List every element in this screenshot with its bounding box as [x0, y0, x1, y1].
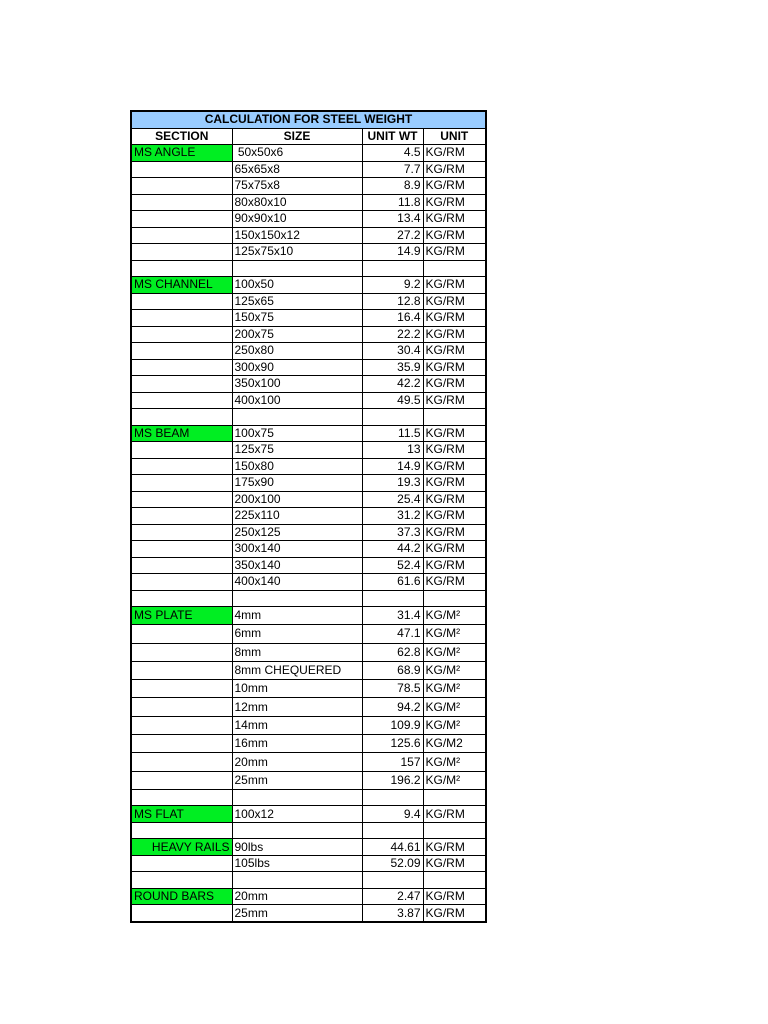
section-cell-empty: [131, 716, 232, 734]
empty-cell: [362, 789, 423, 806]
table-row: [131, 716, 486, 734]
unit-cell: KG/RM: [423, 855, 486, 872]
unit-cell: KG/RM: [423, 475, 486, 492]
table-row: [131, 475, 486, 492]
unit-wt-cell: 68.9: [362, 661, 423, 679]
size-cell: 125x75: [232, 442, 362, 459]
empty-cell: [232, 260, 362, 277]
table-row: [131, 643, 486, 661]
unit-wt-cell: 19.3: [362, 475, 423, 492]
size-cell: 75x75x8: [232, 178, 362, 195]
unit-wt-cell: 31.4: [362, 607, 423, 625]
empty-cell: [131, 590, 232, 607]
unit-wt-cell: 125.6: [362, 735, 423, 753]
table-row: [131, 557, 486, 574]
unit-wt-cell: 35.9: [362, 359, 423, 376]
empty-cell: [232, 872, 362, 889]
header-row: [131, 128, 486, 145]
unit-cell: KG/M²: [423, 716, 486, 734]
empty-cell: [131, 789, 232, 806]
unit-cell: KG/M2: [423, 735, 486, 753]
table-row: [131, 541, 486, 558]
size-cell: 200x75: [232, 326, 362, 343]
section-cell-empty: [131, 625, 232, 643]
unit-wt-cell: 49.5: [362, 392, 423, 409]
empty-cell: [423, 789, 486, 806]
size-cell: 175x90: [232, 475, 362, 492]
section-cell-empty: [131, 643, 232, 661]
unit-cell: KG/RM: [423, 574, 486, 591]
size-cell: 8mm: [232, 643, 362, 661]
table-row: [131, 839, 486, 856]
table-row: [131, 392, 486, 409]
unit-cell: KG/RM: [423, 839, 486, 856]
table-title: CALCULATION FOR STEEL WEIGHT: [131, 111, 486, 128]
table-row: [131, 442, 486, 459]
unit-wt-cell: 44.2: [362, 541, 423, 558]
unit-wt-cell: 13: [362, 442, 423, 459]
unit-cell: KG/RM: [423, 442, 486, 459]
unit-cell: KG/RM: [423, 145, 486, 162]
section-cell-empty: [131, 574, 232, 591]
empty-cell: [131, 822, 232, 839]
empty-cell: [423, 260, 486, 277]
table-row: [131, 661, 486, 679]
unit-cell: KG/RM: [423, 326, 486, 343]
unit-cell: KG/RM: [423, 211, 486, 228]
table-row: [131, 161, 486, 178]
table-row: [131, 376, 486, 393]
size-cell: 65x65x8: [232, 161, 362, 178]
unit-cell: KG/RM: [423, 277, 486, 294]
table-row: [131, 508, 486, 525]
blank-row: [131, 590, 486, 607]
size-cell: 250x125: [232, 524, 362, 541]
unit-wt-cell: 42.2: [362, 376, 423, 393]
size-cell: 125x65: [232, 293, 362, 310]
empty-cell: [423, 590, 486, 607]
unit-wt-cell: 11.8: [362, 194, 423, 211]
size-cell: 300x90: [232, 359, 362, 376]
size-cell: 225x110: [232, 508, 362, 525]
size-cell: 105lbs: [232, 855, 362, 872]
unit-wt-cell: 3.87: [362, 905, 423, 922]
size-cell: 6mm: [232, 625, 362, 643]
unit-cell: KG/RM: [423, 194, 486, 211]
section-cell-empty: [131, 735, 232, 753]
section-cell-empty: [131, 491, 232, 508]
size-cell: 90lbs: [232, 839, 362, 856]
empty-cell: [232, 590, 362, 607]
empty-cell: [362, 872, 423, 889]
unit-wt-cell: 31.2: [362, 508, 423, 525]
table-row: [131, 194, 486, 211]
section-cell-empty: [131, 905, 232, 922]
table-row: [131, 359, 486, 376]
size-cell: 12mm: [232, 698, 362, 716]
table-row: [131, 293, 486, 310]
unit-cell: KG/RM: [423, 425, 486, 442]
unit-cell: KG/RM: [423, 392, 486, 409]
unit-cell: KG/RM: [423, 888, 486, 905]
size-cell: 350x140: [232, 557, 362, 574]
size-cell: 150x80: [232, 458, 362, 475]
section-cell-empty: [131, 855, 232, 872]
table-row: [131, 680, 486, 698]
section-label: MS ANGLE: [131, 145, 232, 162]
size-cell: 80x80x10: [232, 194, 362, 211]
unit-cell: KG/M²: [423, 753, 486, 771]
section-cell-empty: [131, 771, 232, 789]
blank-row: [131, 409, 486, 426]
blank-row: [131, 789, 486, 806]
unit-wt-cell: 8.9: [362, 178, 423, 195]
section-cell-empty: [131, 475, 232, 492]
blank-row: [131, 872, 486, 889]
table-row: [131, 888, 486, 905]
unit-cell: KG/RM: [423, 178, 486, 195]
size-cell: 150x150x12: [232, 227, 362, 244]
unit-wt-cell: 47.1: [362, 625, 423, 643]
unit-wt-cell: 13.4: [362, 211, 423, 228]
unit-cell: KG/RM: [423, 508, 486, 525]
size-cell: 20mm: [232, 753, 362, 771]
unit-cell: KG/RM: [423, 310, 486, 327]
section-cell-empty: [131, 376, 232, 393]
table-row: [131, 607, 486, 625]
section-cell-empty: [131, 442, 232, 459]
table-row: [131, 326, 486, 343]
unit-wt-cell: 157: [362, 753, 423, 771]
table-row: [131, 425, 486, 442]
size-cell: 10mm: [232, 680, 362, 698]
unit-cell: KG/RM: [423, 557, 486, 574]
empty-cell: [131, 260, 232, 277]
empty-cell: [362, 260, 423, 277]
section-cell-empty: [131, 211, 232, 228]
unit-cell: KG/M²: [423, 661, 486, 679]
unit-cell: KG/RM: [423, 293, 486, 310]
size-cell: 90x90x10: [232, 211, 362, 228]
table-row: [131, 178, 486, 195]
section-cell-empty: [131, 508, 232, 525]
table-row: [131, 905, 486, 922]
section-label: HEAVY RAILS: [131, 839, 232, 856]
unit-cell: KG/RM: [423, 376, 486, 393]
table-row: [131, 625, 486, 643]
unit-cell: KG/RM: [423, 244, 486, 261]
unit-wt-cell: 109.9: [362, 716, 423, 734]
section-cell-empty: [131, 227, 232, 244]
unit-wt-cell: 30.4: [362, 343, 423, 360]
table-row: [131, 277, 486, 294]
unit-wt-cell: 94.2: [362, 698, 423, 716]
table-body: [131, 145, 486, 922]
unit-wt-cell: 25.4: [362, 491, 423, 508]
section-cell-empty: [131, 194, 232, 211]
unit-cell: KG/RM: [423, 905, 486, 922]
section-cell-empty: [131, 392, 232, 409]
table-row: [131, 753, 486, 771]
header-unit-wt: UNIT WT: [362, 128, 423, 145]
table-row: [131, 491, 486, 508]
table-row: [131, 145, 486, 162]
empty-cell: [423, 822, 486, 839]
table-row: [131, 244, 486, 261]
size-cell: 16mm: [232, 735, 362, 753]
section-cell-empty: [131, 161, 232, 178]
unit-wt-cell: 78.5: [362, 680, 423, 698]
size-cell: 14mm: [232, 716, 362, 734]
section-cell-empty: [131, 343, 232, 360]
empty-cell: [423, 409, 486, 426]
unit-wt-cell: 61.6: [362, 574, 423, 591]
section-cell-empty: [131, 359, 232, 376]
size-cell: 25mm: [232, 905, 362, 922]
unit-cell: KG/M²: [423, 698, 486, 716]
table-row: [131, 855, 486, 872]
section-cell-empty: [131, 541, 232, 558]
section-cell-empty: [131, 326, 232, 343]
unit-wt-cell: 14.9: [362, 244, 423, 261]
empty-cell: [232, 822, 362, 839]
table-row: [131, 310, 486, 327]
unit-wt-cell: 2.47: [362, 888, 423, 905]
size-cell: 25mm: [232, 771, 362, 789]
table-row: [131, 698, 486, 716]
section-cell-empty: [131, 680, 232, 698]
unit-wt-cell: 12.8: [362, 293, 423, 310]
unit-cell: KG/RM: [423, 161, 486, 178]
section-label: ROUND BARS: [131, 888, 232, 905]
section-cell-empty: [131, 293, 232, 310]
size-cell: 150x75: [232, 310, 362, 327]
size-cell: 400x140: [232, 574, 362, 591]
section-cell-empty: [131, 244, 232, 261]
unit-wt-cell: 22.2: [362, 326, 423, 343]
unit-cell: KG/M²: [423, 607, 486, 625]
header-size: SIZE: [232, 128, 362, 145]
unit-cell: KG/M²: [423, 771, 486, 789]
size-cell: 100x75: [232, 425, 362, 442]
unit-cell: KG/RM: [423, 359, 486, 376]
size-cell: 200x100: [232, 491, 362, 508]
unit-cell: KG/RM: [423, 524, 486, 541]
header-unit: UNIT: [423, 128, 486, 145]
size-cell: 350x100: [232, 376, 362, 393]
unit-wt-cell: 27.2: [362, 227, 423, 244]
unit-wt-cell: 196.2: [362, 771, 423, 789]
unit-wt-cell: 11.5: [362, 425, 423, 442]
unit-wt-cell: 52.09: [362, 855, 423, 872]
section-cell-empty: [131, 178, 232, 195]
table-row: [131, 574, 486, 591]
table-row: [131, 227, 486, 244]
size-cell: 100x12: [232, 806, 362, 823]
section-cell-empty: [131, 310, 232, 327]
section-label: MS CHANNEL: [131, 277, 232, 294]
section-label: MS BEAM: [131, 425, 232, 442]
unit-wt-cell: 16.4: [362, 310, 423, 327]
size-cell: 400x100: [232, 392, 362, 409]
table-row: [131, 806, 486, 823]
unit-wt-cell: 37.3: [362, 524, 423, 541]
section-label: MS PLATE: [131, 607, 232, 625]
size-cell: 125x75x10: [232, 244, 362, 261]
empty-cell: [423, 872, 486, 889]
size-cell: 50x50x6: [232, 145, 362, 162]
unit-cell: KG/M²: [423, 680, 486, 698]
unit-cell: KG/RM: [423, 227, 486, 244]
header-section: SECTION: [131, 128, 232, 145]
unit-cell: KG/M²: [423, 643, 486, 661]
empty-cell: [131, 409, 232, 426]
empty-cell: [362, 409, 423, 426]
section-label: MS FLAT: [131, 806, 232, 823]
section-cell-empty: [131, 557, 232, 574]
section-cell-empty: [131, 661, 232, 679]
section-cell-empty: [131, 458, 232, 475]
unit-cell: KG/RM: [423, 491, 486, 508]
size-cell: 20mm: [232, 888, 362, 905]
size-cell: 250x80: [232, 343, 362, 360]
unit-cell: KG/RM: [423, 343, 486, 360]
empty-cell: [131, 872, 232, 889]
table-row: [131, 771, 486, 789]
size-cell: 8mm CHEQUERED: [232, 661, 362, 679]
table-row: [131, 735, 486, 753]
table-row: [131, 343, 486, 360]
size-cell: 300x140: [232, 541, 362, 558]
empty-cell: [362, 590, 423, 607]
blank-row: [131, 822, 486, 839]
unit-wt-cell: 62.8: [362, 643, 423, 661]
unit-wt-cell: 9.4: [362, 806, 423, 823]
unit-wt-cell: 4.5: [362, 145, 423, 162]
empty-cell: [232, 409, 362, 426]
unit-wt-cell: 52.4: [362, 557, 423, 574]
unit-cell: KG/RM: [423, 458, 486, 475]
section-cell-empty: [131, 698, 232, 716]
empty-cell: [232, 789, 362, 806]
section-cell-empty: [131, 524, 232, 541]
unit-cell: KG/M²: [423, 625, 486, 643]
unit-wt-cell: 7.7: [362, 161, 423, 178]
unit-wt-cell: 14.9: [362, 458, 423, 475]
table-row: [131, 211, 486, 228]
unit-cell: KG/RM: [423, 806, 486, 823]
steel-weight-table: [130, 110, 487, 923]
section-cell-empty: [131, 753, 232, 771]
unit-cell: KG/RM: [423, 541, 486, 558]
table-row: [131, 458, 486, 475]
unit-wt-cell: 44.61: [362, 839, 423, 856]
table-row: [131, 524, 486, 541]
size-cell: 4mm: [232, 607, 362, 625]
title-row: [131, 111, 486, 128]
blank-row: [131, 260, 486, 277]
empty-cell: [362, 822, 423, 839]
unit-wt-cell: 9.2: [362, 277, 423, 294]
size-cell: 100x50: [232, 277, 362, 294]
